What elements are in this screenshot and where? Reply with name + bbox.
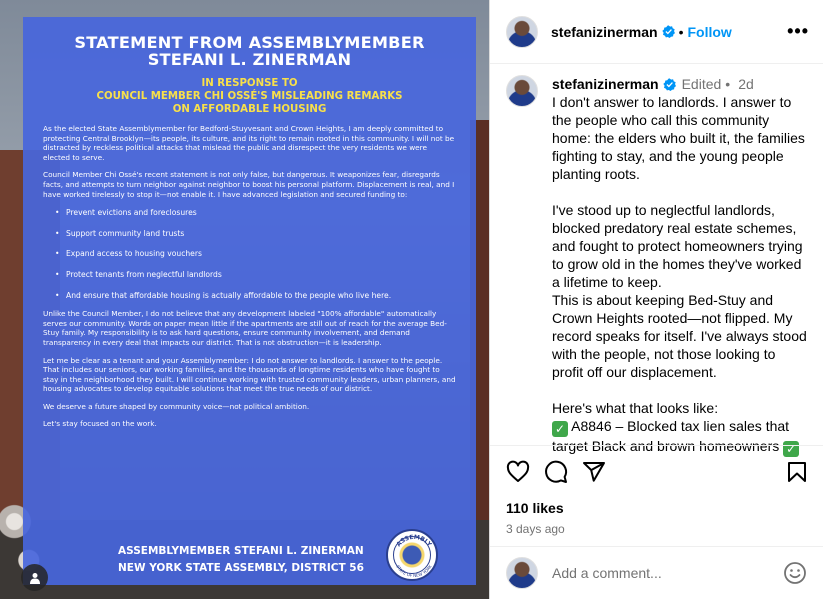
more-icon[interactable]: •••: [787, 21, 809, 41]
statement-body: [43, 124, 456, 429]
heart-icon[interactable]: [506, 460, 530, 484]
header-separator: •: [678, 23, 684, 40]
caption: [506, 75, 809, 457]
statement-bullet: • Prevent evictions and foreclosures: [55, 208, 456, 218]
likes-count[interactable]: 110 likes: [506, 500, 564, 516]
avatar: [506, 557, 538, 589]
follow-button[interactable]: Follow: [687, 23, 732, 40]
statement-title-line1: STATEMENT FROM ASSEMBLYMEMBER: [74, 33, 425, 52]
caption-separator: •: [725, 76, 731, 92]
statement-subtitle-line2: COUNCIL MEMBER CHI OSSÉ'S MISLEADING REMARKS: [96, 91, 403, 102]
avatar[interactable]: [506, 75, 538, 107]
statement-subtitle-line3: ON AFFORDABLE HOUSING: [172, 104, 327, 115]
statement-subtitle-line1: IN RESPONSE TO: [201, 78, 298, 89]
statement-paragraph: Let's stay focused on the work.: [43, 419, 157, 429]
check-icon: ✓: [783, 441, 799, 457]
statement-paragraph: Let me be clear as a tenant and your Assemblymember: I do not answer to landlords. I answer to the people. That includes our seniors, our working families, and the thousands of longtime residents who have fought to stay in the neighborhood they built. I will continue working with trusted community leaders, urban planners, and housing advocates to develop equitable solutions that meet the true needs of our district.: [43, 355, 456, 394]
statement-paragraph: Unlike the Council Member, I do not believe that any development labeled "100% affordable" automatically serves our community. Words on paper mean little if the apartments are still out of reach for the average Bed-Stuy family. My responsibility is to ask hard questions, ensure community involvement, and demand transparency in every deal that impacts our district. That is not obstruction—it is leadership.: [43, 309, 447, 347]
user-tag-icon[interactable]: [21, 564, 48, 591]
statement-bullet: • Expand access to housing vouchers: [55, 249, 456, 259]
statement-paragraph: We deserve a future shaped by community voice—not political ambition.: [43, 401, 310, 411]
post-actions: [490, 445, 823, 545]
statement-paragraph: Council Member Chi Ossé's recent statement is not only false, but dangerous. It weaponizes fear, disregards facts, and attempts to turn neighbor against neighbor to boost his personal platform. Displacement is real, and I have worked tirelessly to stop it—not enable it. I have advanced legislation and secured funding to:: [43, 170, 455, 199]
post-date[interactable]: 3 days ago: [506, 522, 565, 536]
caption-paragraph: I don't answer to landlords. I answer to the people who call this community home: the elders who built it, the families fighting to stay, and the young people planting roots.: [552, 94, 805, 182]
post-header: [490, 0, 823, 64]
verified-icon: [663, 78, 676, 91]
svg-text:ASSEMBLY: ASSEMBLY: [395, 533, 433, 549]
caption-header: [552, 75, 809, 93]
comment-input[interactable]: [552, 565, 772, 581]
action-icons: [506, 458, 809, 486]
comment-icon[interactable]: [544, 460, 568, 484]
statement-paragraph: As the elected State Assemblymember for Bedford-Stuyvesant and Crown Heights, I am deeply committed to protecting Central Brooklyn—its people, its culture, and its right to remain rooted in this community. I will not be distracted by reckless political attacks that mislead the public and disrespect the very residents we were elected to serve.: [43, 124, 455, 162]
emoji-icon[interactable]: [783, 561, 807, 585]
statement-title: [43, 34, 456, 68]
statement-bullet: • Protect tenants from neglectful landlords: [55, 270, 456, 280]
caption-paragraph: This is about keeping Bed-Stuy and Crown Heights rooted—not flipped. My record speaks for itself. I've always stood with the people, not those looking to profit off our displacement.: [552, 292, 807, 380]
svg-text:STATE OF NEW YORK: STATE OF NEW YORK: [395, 564, 433, 579]
statement-subtitle: [43, 77, 456, 116]
statement-card: [23, 17, 476, 585]
share-icon[interactable]: [582, 460, 606, 484]
signature-line1: ASSEMBLYMEMBER STEFANI L. ZINERMAN: [118, 545, 364, 557]
check-icon: ✓: [552, 421, 568, 437]
caption-text: [552, 93, 809, 457]
statement-bullet: • And ensure that affordable housing is actually affordable to the people who live here.: [55, 291, 456, 301]
add-comment-bar: [490, 546, 823, 599]
post-side-panel: [489, 0, 823, 599]
bookmark-icon[interactable]: [785, 460, 809, 484]
header-username[interactable]: stefanizinerman: [551, 23, 658, 40]
seal-text-ring: [388, 531, 440, 583]
caption-item-text: A8846 – Blocked tax lien sales that target Black and brown homeowners: [552, 418, 790, 454]
signature-line2: NEW YORK STATE ASSEMBLY, DISTRICT 56: [118, 562, 364, 574]
avatar[interactable]: [506, 16, 538, 48]
statement-bullet: • Support community land trusts: [55, 229, 456, 239]
caption-time[interactable]: 2d: [738, 76, 754, 92]
assembly-seal-logo: [386, 529, 438, 581]
caption-paragraph: Here's what that looks like:: [552, 400, 719, 416]
comments-area[interactable]: [490, 65, 823, 456]
caption-body: [552, 75, 809, 457]
statement-title-line2: STEFANI L. ZINERMAN: [147, 50, 352, 69]
statement-signature: [118, 543, 364, 577]
caption-username[interactable]: stefanizinerman: [552, 76, 659, 92]
edited-label: Edited: [681, 76, 722, 92]
statement-bullet-list: [43, 208, 456, 300]
verified-icon: [662, 25, 675, 38]
caption-paragraph: I've stood up to neglectful landlords, blocked predatory real estate schemes, and fought to protect homeowners trying to grow old in the homes they've worked a lifetime to keep.: [552, 202, 803, 290]
